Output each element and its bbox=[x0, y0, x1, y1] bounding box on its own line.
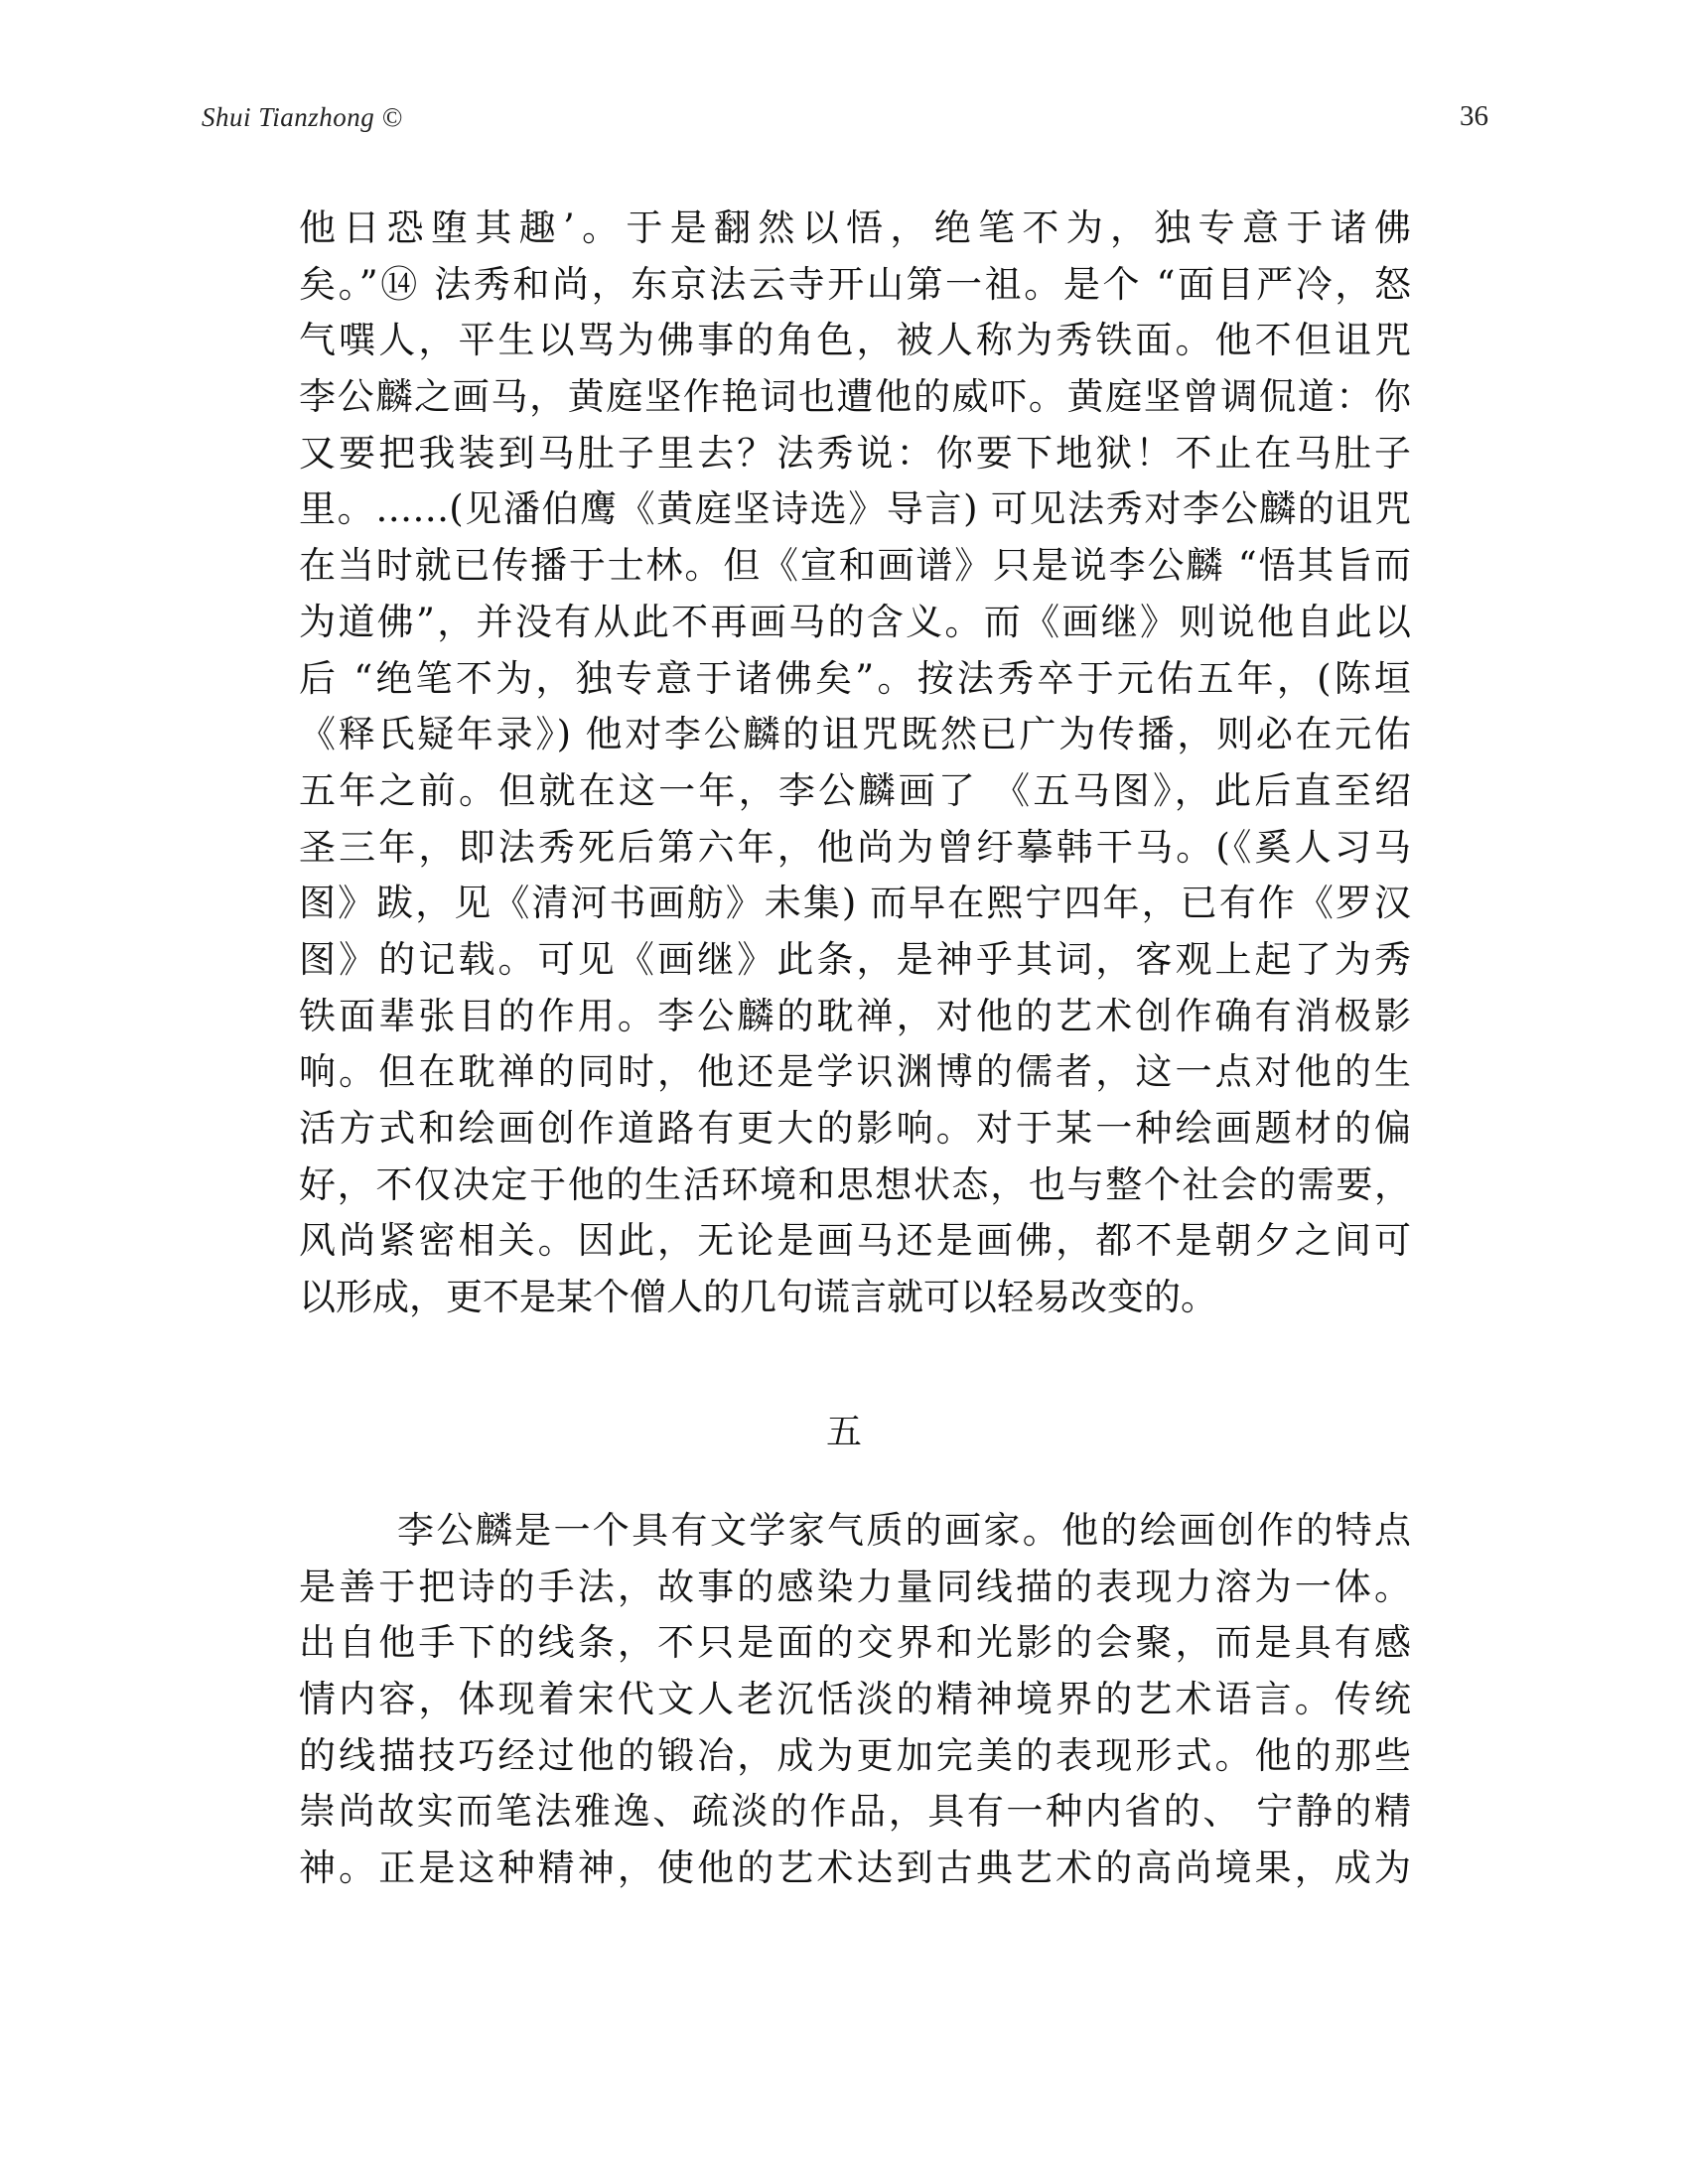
text-line: 神。正是这种精神，使他的艺术达到古典艺术的高尚境果，成为 bbox=[299, 1846, 1411, 1890]
section-heading: 五 bbox=[825, 1412, 862, 1452]
text-line: 活方式和绘画创作道路有更大的影响。对于某一种绘画题材的偏 bbox=[299, 1107, 1411, 1150]
paragraph-continued bbox=[299, 201, 1411, 1326]
text-line: 他日恐堕其趣’。于是翻然以悟，绝笔不为，独专意于诸佛 bbox=[299, 206, 1411, 249]
text-line: 好，不仅决定于他的生活环境和思想状态，也与整个社会的需要， bbox=[299, 1162, 1411, 1206]
text-line: 出自他手下的线条，不只是面的交界和光影的会聚，而是具有感 bbox=[299, 1621, 1411, 1665]
text-line: 《释氏疑年录》) 他对李公麟的诅咒既然已广为传播，则必在元佑 bbox=[299, 713, 1411, 756]
text-line: 在当时就已传播于士林。但《宣和画谱》只是说李公麟 “悟其旨而 bbox=[299, 544, 1411, 588]
text-line: 崇尚故实而笔法雅逸、疏淡的作品，具有一种内省的、 宁静的精 bbox=[299, 1790, 1411, 1834]
paragraph-new-section bbox=[299, 1503, 1411, 1897]
text-line: 图》的记载。可见《画继》此条，是神乎其词，客观上起了为秀 bbox=[299, 937, 1411, 981]
page-number: 36 bbox=[1460, 100, 1488, 132]
text-line: 以形成，更不是某个僧人的几句谎言就可以轻易改变的。 bbox=[299, 1276, 1217, 1319]
text-line: 圣三年，即法秀死后第六年，他尚为曾纡摹韩干马。(《奚人习马 bbox=[299, 825, 1411, 869]
text-line: 里。……(见潘伯鹰《黄庭坚诗选》导言) 可见法秀对李公麟的诅咒 bbox=[299, 487, 1411, 531]
text-line: 后 “绝笔不为，独专意于诸佛矣”。按法秀卒于元佑五年，(陈垣 bbox=[299, 656, 1411, 700]
text-line: 又要把我装到马肚子里去？法秀说：你要下地狱！不止在马肚子 bbox=[299, 431, 1411, 475]
text-line: 为道佛”，并没有从此不再画马的含义。而《画继》则说他自此以 bbox=[299, 600, 1411, 643]
text-line: 李公麟之画马，黄庭坚作艳词也遭他的威吓。黄庭坚曾调侃道：你 bbox=[299, 375, 1411, 419]
text-line: 响。但在耽禅的同时，他还是学识渊博的儒者，这一点对他的生 bbox=[299, 1050, 1411, 1094]
text-line: 矣。”⑭ 法秀和尚，东京法云寺开山第一祖。是个 “面目严冷，怒 bbox=[299, 262, 1411, 306]
text-line: 的线描技巧经过他的锻冶，成为更加完美的表现形式。他的那些 bbox=[299, 1733, 1411, 1777]
text-line: 李公麟是一个具有文学家气质的画家。他的绘画创作的特点 bbox=[397, 1509, 1411, 1552]
running-head: Shui Tianzhong © bbox=[202, 102, 403, 132]
text-line: 是善于把诗的手法，故事的感染力量同线描的表现力溶为一体。 bbox=[299, 1565, 1411, 1608]
text-line: 铁面辈张目的作用。李公麟的耽禅，对他的艺术创作确有消极影 bbox=[299, 994, 1411, 1037]
text-line: 气噀人，平生以骂为佛事的角色，被人称为秀铁面。他不但诅咒 bbox=[299, 319, 1411, 362]
text-line: 风尚紧密相关。因此，无论是画马还是画佛，都不是朝夕之间可 bbox=[299, 1219, 1411, 1263]
text-line: 图》跋，见《清河书画舫》未集) 而早在熙宁四年，已有作《罗汉 bbox=[299, 882, 1411, 925]
text-line: 情内容，体现着宋代文人老沉恬淡的精神境界的艺术语言。传统 bbox=[299, 1678, 1411, 1721]
text-line: 五年之前。但就在这一年，李公麟画了 《五马图》，此后直至绍 bbox=[299, 768, 1411, 812]
